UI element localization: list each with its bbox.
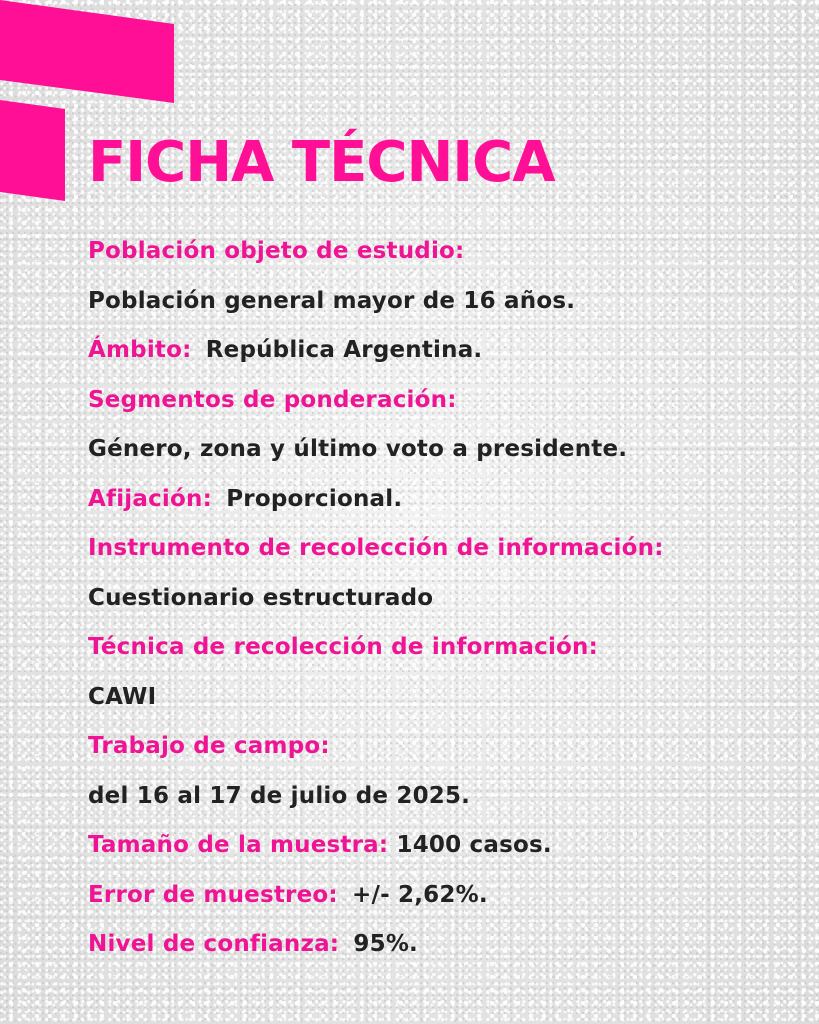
row-poblacion-value bbox=[88, 277, 808, 327]
row-afijacion bbox=[88, 475, 808, 525]
instrumento-label: Instrumento de recolección de información: bbox=[88, 535, 664, 561]
row-ambito bbox=[88, 326, 808, 376]
row-poblacion-label bbox=[88, 227, 808, 277]
row-segmentos-label bbox=[88, 376, 808, 426]
tecnica-label: Técnica de recolección de información: bbox=[88, 634, 599, 660]
row-trabajo-value bbox=[88, 772, 808, 822]
poblacion-value: Población general mayor de 16 años. bbox=[88, 287, 576, 314]
poblacion-label: Población objeto de estudio: bbox=[88, 238, 465, 264]
trabajo-label: Trabajo de campo: bbox=[88, 733, 330, 759]
confianza-label: Nivel de confianza: bbox=[88, 931, 340, 957]
error-value: +/- 2,62%. bbox=[352, 881, 488, 908]
row-confianza bbox=[88, 920, 808, 970]
error-label: Error de muestreo: bbox=[88, 881, 338, 908]
afijacion-label: Afijación: bbox=[88, 485, 212, 512]
muestra-label: Tamaño de la muestra: bbox=[88, 832, 389, 858]
ambito-value: República Argentina. bbox=[205, 337, 483, 363]
row-tecnica-label bbox=[88, 623, 808, 673]
afijacion-value: Proporcional. bbox=[226, 485, 403, 512]
segmentos-value: Género, zona y último voto a presidente. bbox=[88, 436, 628, 462]
tecnica-value: CAWI bbox=[88, 683, 157, 710]
ambito-label: Ámbito: bbox=[88, 337, 192, 363]
row-trabajo-label bbox=[88, 722, 808, 772]
pink-bar-top bbox=[0, 0, 174, 103]
pink-bar-bottom bbox=[0, 100, 65, 201]
page-title: FICHA TÉCNICA bbox=[88, 130, 555, 195]
confianza-value: 95%. bbox=[353, 931, 418, 957]
trabajo-value: del 16 al 17 de julio de 2025. bbox=[88, 782, 471, 809]
row-segmentos-value bbox=[88, 425, 808, 475]
segmentos-label: Segmentos de ponderación: bbox=[88, 386, 457, 413]
muestra-value: 1400 casos. bbox=[396, 832, 552, 858]
row-instrumento-label bbox=[88, 524, 808, 574]
instrumento-value: Cuestionario estructurado bbox=[88, 584, 434, 611]
technical-sheet bbox=[88, 227, 808, 970]
row-muestra bbox=[88, 821, 808, 871]
row-instrumento-value bbox=[88, 574, 808, 624]
row-error bbox=[88, 871, 808, 921]
row-tecnica-value bbox=[88, 673, 808, 723]
